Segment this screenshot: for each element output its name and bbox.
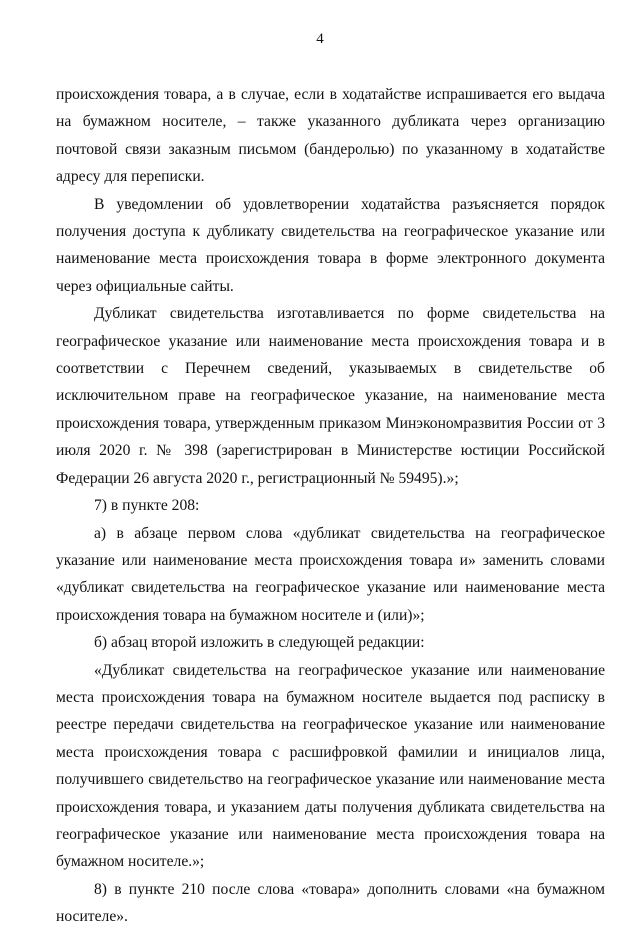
paragraph-item-8: 8) в пункте 210 после слова «товара» дополнить словами «на бумажном носителе». bbox=[56, 880, 605, 926]
paragraph-continuation: происхождения товара, а в случае, если в ходатайстве испрашивается его выдача на бумажном носителе, – также указанного дубликата через организацию почтовой связи заказным письмом (бандеролью) по указанному в ходатайстве адресу для переписки. bbox=[56, 86, 605, 186]
document-body bbox=[56, 81, 605, 931]
page-number: 4 bbox=[316, 31, 324, 47]
paragraph-item-7: 7) в пункте 208: bbox=[94, 497, 200, 515]
paragraph-duplicate-form: Дубликат свидетельства изготавливается по форме свидетельства на географическое указание или наименование места происхождения товара и в соответствии с Перечнем сведений, указываемых в свидетельстве об исключительном праве на географическое указание, на наименование места происхождения товара, утвержденным приказом Минэкономразвития России от 3 июля 2020 г. № 398 (зарегистрирован в Министерстве юстиции Российской Федерации 26 августа 2020 г., регистрационный № 59495).»; bbox=[56, 305, 605, 487]
paragraph-item-7a: а) в абзаце первом слова «дубликат свидетельства на географическое указание или наименование места происхождения товара и» заменить словами «дубликат свидетельства на географическое указание или наименование места происхождения товара на бумажном носителе и (или)»; bbox=[56, 524, 605, 624]
paragraph-notification: В уведомлении об удовлетворении ходатайства разъясняется порядок получения доступа к дубликату свидетельства на географическое указание или наименование места происхождения товара в форме электронного документа через официальные сайты. bbox=[56, 195, 605, 295]
paragraph-item-7b: б) абзац второй изложить в следующей редакции: bbox=[94, 634, 425, 652]
paragraph-new-wording: «Дубликат свидетельства на географическое указание или наименование места происхождения товара на бумажном носителе выдается под расписку в реестре передачи свидетельства на географическое указание или наименование места происхождения товара с расшифровкой фамилии и инициалов лица, получившего свидетельство на географическое указание или наименование места происхождения товара, и указанием даты получения дубликата свидетельства на географическое указание или наименование места происхождения товара на бумажном носителе.»; bbox=[56, 661, 605, 871]
